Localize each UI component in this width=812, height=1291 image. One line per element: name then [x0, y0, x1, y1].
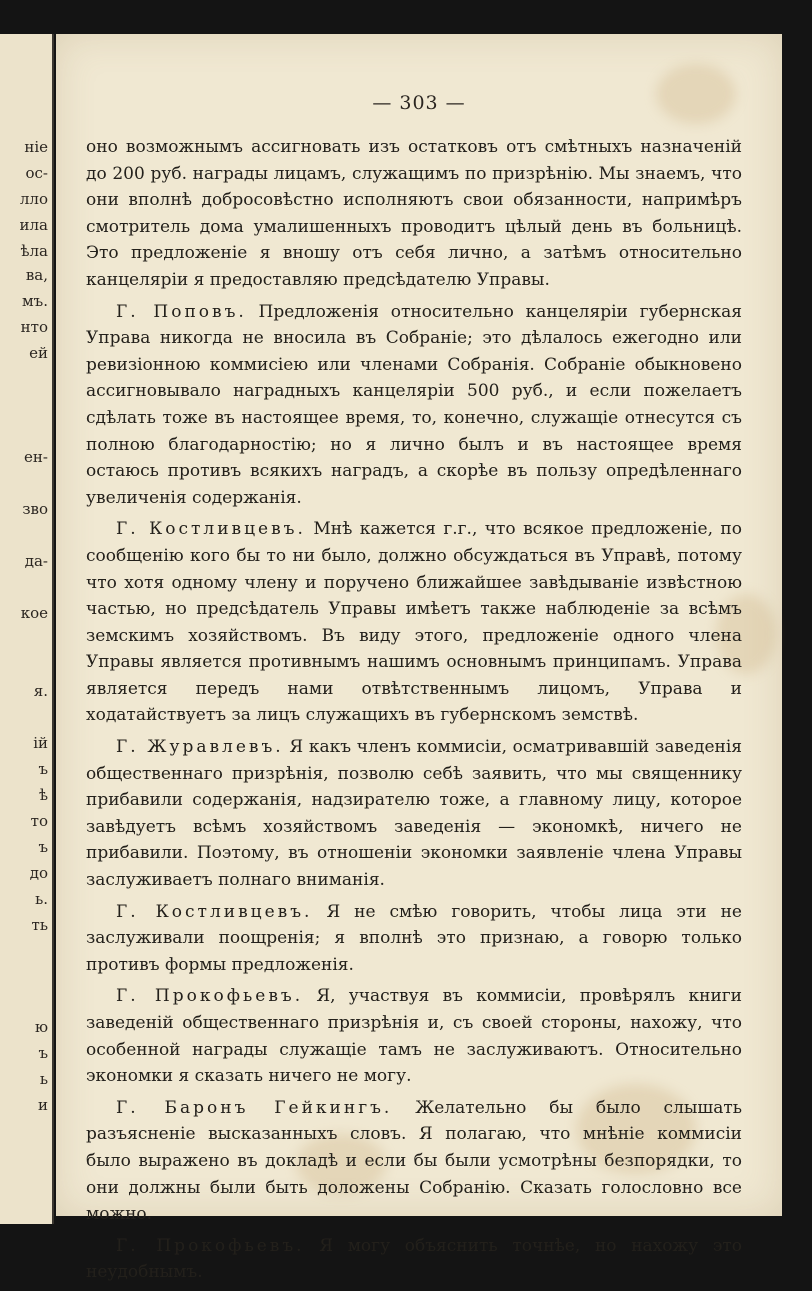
left-text-fragment: ъ	[38, 1044, 48, 1062]
left-text-fragment: ва,	[25, 266, 48, 284]
paragraph-text: Я, участвуя въ коммисіи, провѣрялъ книги заведеній общественнаго призрѣнія и, съ своей стороны, нахожу, что особенной награды служащіе тамъ не заслуживаютъ. Относительно экономки я сказать ничего не могу.	[86, 986, 743, 1087]
left-text-fragment: то	[30, 812, 48, 830]
paragraph	[86, 1095, 742, 1228]
left-text-fragment: ен-	[24, 448, 48, 466]
left-text-fragment: зво	[22, 500, 48, 518]
paragraph	[86, 1233, 742, 1286]
left-text-fragment: и	[38, 1096, 48, 1114]
left-text-fragment: ос-	[25, 164, 48, 182]
book-page	[56, 34, 782, 1283]
paragraph-text: Мнѣ кажется г.г., что всякое предложеніе, по сообщенію кого бы то ни было, должно обсуждаться въ Управѣ, потому что хотя одному члену и поручено ближайшее завѣдываніе извѣстною частью, но предсѣдатель Управы имѣетъ также наблюденіе за всѣмъ земскимъ хозяйствомъ. Въ виду этого, предложеніе одного члена Управы является противнымъ нашимъ основнымъ принципамъ. Управа является передъ нами отвѣтственнымъ лицомъ, Управа и ходатайствуетъ за лицъ служащихъ въ губернскомъ земствѣ.	[86, 519, 742, 726]
left-text-fragment: до	[29, 864, 48, 882]
left-text-fragment: ь.	[35, 890, 48, 908]
paragraph-text: оно возможнымъ ассигновать изъ остатковъ отъ смѣтныхъ назначеній до 200 руб. награды лицамъ, служащимъ по призрѣнію. Мы знаемъ, что они вполнѣ добросовѣстно исполняютъ свои обязанности, напримѣръ смотритель дома умалишенныхъ проводитъ цѣлый день въ больницѣ. Это предложеніе я вношу отъ себя лично, а затѣмъ относительно канцеляріи я предоставляю предсѣдателю Управы.	[86, 137, 742, 290]
paragraph-text: Я какъ членъ коммисіи, осматривавшій заведенія общественнаго призрѣнія, позволю себѣ заявить, что мы священнику прибавили содержанія, надзирателю тоже, а главному лицу, которое завѣдуетъ всѣмъ хозяйствомъ заведенія — экономкѣ, ничего не прибавили. Поэтому, въ отношеніи экономки заявленіе члена Управы заслуживаетъ полнаго вниманія.	[86, 737, 742, 891]
body-text	[86, 134, 742, 1291]
left-text-fragment: ѣла	[20, 242, 48, 260]
left-text-fragment: ть	[31, 916, 48, 934]
left-text-fragment: лло	[19, 190, 48, 208]
left-text-fragment: ѣ	[38, 786, 48, 804]
paragraph-text: Я могу объяснить точнѣе, но нахожу это неудобнымъ.	[86, 1235, 742, 1283]
paragraph	[86, 899, 742, 979]
paragraph-text: Я не смѣю говорить, чтобы лица эти не заслуживали поощренія; я вполнѣ это признаю, а говорю только противъ формы предложенія.	[86, 901, 742, 975]
paragraph-text: Желательно бы было слышать разъясненіе высказанныхъ словъ. Я полагаю, что мнѣніе коммисіи было выражено въ докладѣ и если бы были усмотрѣны безпорядки, то они должны были быть доложены Собранію. Сказать голословно все можно.	[86, 1097, 742, 1225]
speaker-name: Г. Поповъ.	[116, 301, 247, 322]
left-text-fragment: ій	[33, 734, 48, 752]
left-text-fragment: кое	[20, 604, 48, 622]
paragraph	[86, 734, 742, 894]
left-text-fragment: ніе	[24, 138, 48, 156]
left-text-fragment: я.	[33, 682, 48, 700]
paragraph-text: Предложенія относительно канцеляріи губернская Управа никогда не вносила въ Собраніе; это дѣлалось ежегодно или ревизіонною коммисіею или членами Собранія. Собраніе обыкновено ассигновывало наградныхъ канцеляріи 500 руб., и если пожелаетъ сдѣлать тоже въ настоящее время, то, конечно, служащіе отнесутся съ полною благодарностію; но я лично былъ и въ настоящее время остаюсь противъ всякихъ наградъ, а скорѣе въ пользу опредѣленнаго увеличенія содержанія.	[86, 301, 742, 508]
page-number: — 303 —	[372, 92, 466, 114]
left-text-fragment: ей	[29, 344, 48, 362]
left-text-fragment: нто	[20, 318, 48, 336]
paragraph	[86, 299, 742, 512]
paragraph	[86, 516, 742, 729]
speaker-name: Г. Костливцевъ.	[116, 901, 313, 922]
left-text-fragment: ъ	[38, 838, 48, 856]
speaker-name: Г. Костливцевъ.	[116, 519, 306, 540]
left-page-fragment	[0, 34, 54, 1224]
speaker-name: Г. Баронъ Гейкингъ.	[116, 1097, 393, 1118]
speaker-name: Г. Прокофьевъ.	[116, 1235, 305, 1256]
paragraph	[86, 134, 742, 294]
left-text-fragment: ъ	[38, 760, 48, 778]
left-text-fragment: мъ.	[22, 292, 48, 310]
left-text-fragment: ю	[34, 1018, 48, 1036]
speaker-name: Г. Журавлевъ.	[116, 737, 284, 758]
left-text-fragment: да-	[24, 552, 48, 570]
left-text-fragment: ила	[19, 216, 48, 234]
speaker-name: Г. Прокофьевъ.	[116, 986, 304, 1007]
paragraph	[86, 983, 742, 1089]
left-text-fragment: ь	[39, 1070, 48, 1088]
